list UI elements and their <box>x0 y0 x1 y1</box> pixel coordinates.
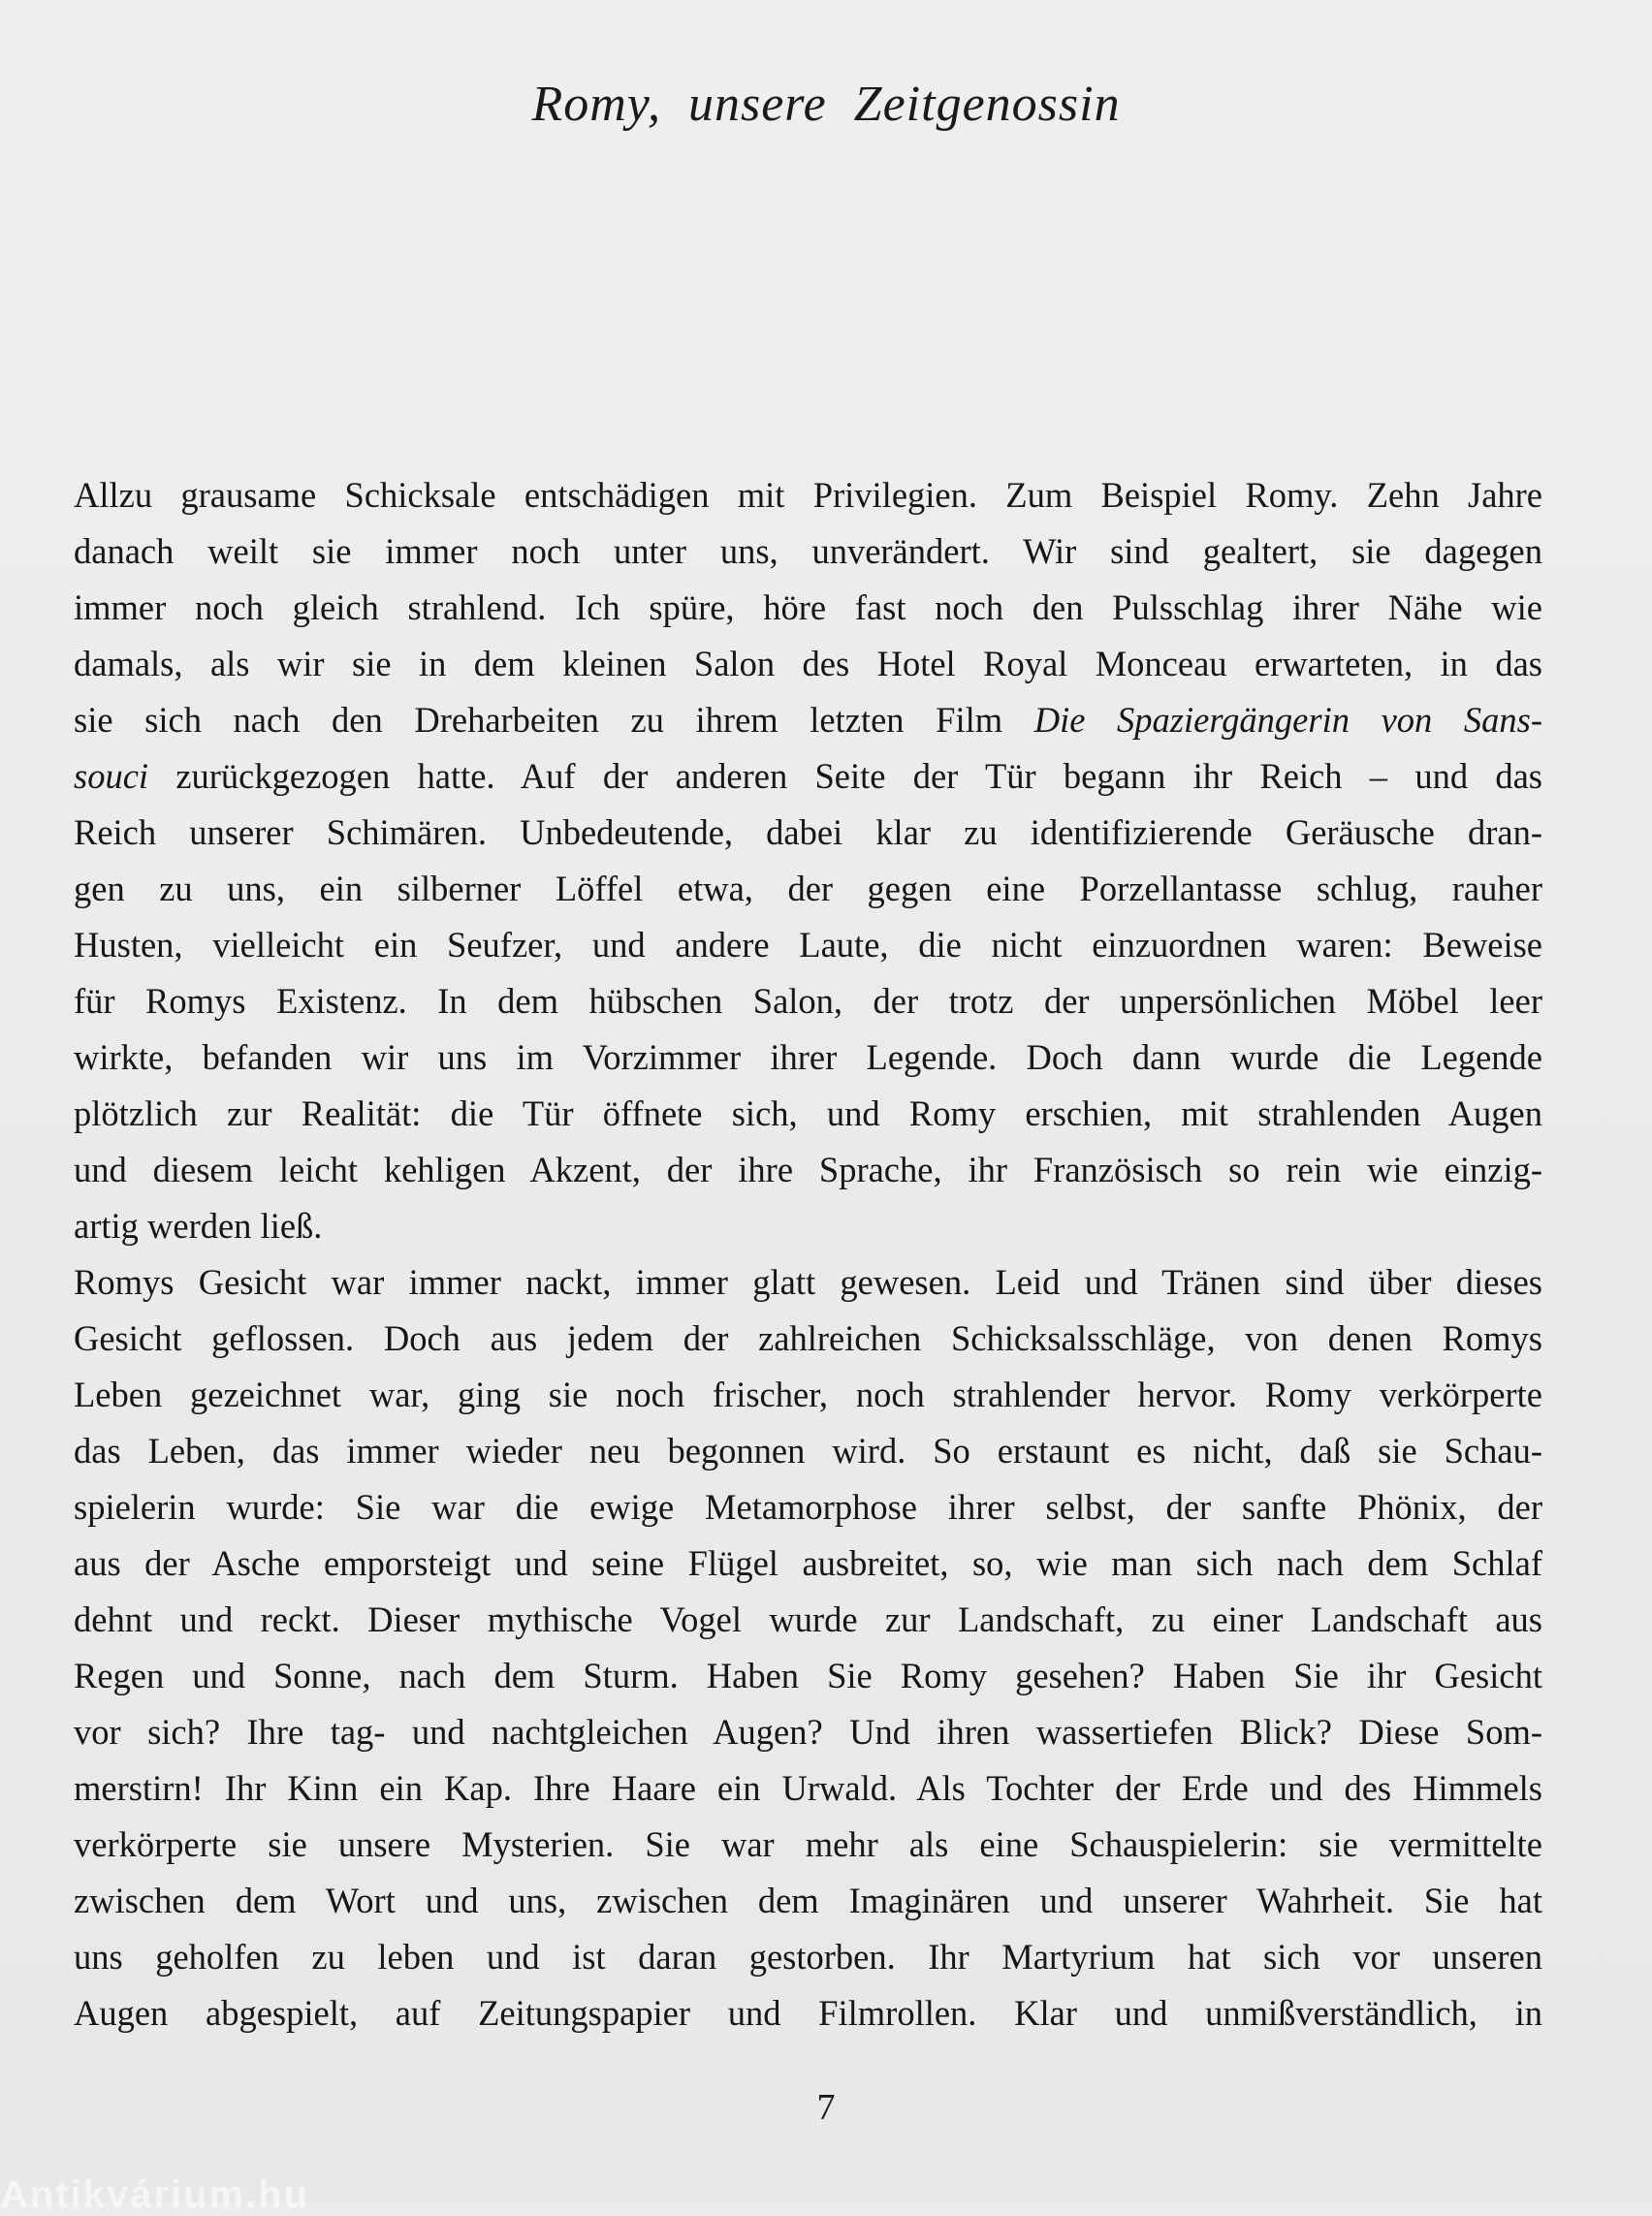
text-line <box>74 1423 1542 1479</box>
text-line <box>74 580 1542 636</box>
italic-text-segment: souci <box>74 756 149 796</box>
text-segment: Leben gezeichnet war, ging sie noch frischer, noch strahlender hervor. Romy verkörperte <box>74 1375 1542 1414</box>
body-text <box>74 467 1542 2042</box>
text-line <box>74 1142 1542 1198</box>
text-segment: damals, als wir sie in dem kleinen Salon des Hotel Royal Monceau erwarteten, in das <box>74 644 1542 683</box>
text-line <box>74 805 1542 861</box>
page-number: 7 <box>816 2087 836 2128</box>
text-line <box>74 467 1542 523</box>
text-line <box>74 1760 1542 1817</box>
text-segment: verkörperte sie unsere Mysterien. Sie war mehr als eine Schauspielerin: sie vermittelte <box>74 1824 1542 1864</box>
text-segment: Gesicht geflossen. Doch aus jedem der zahlreichen Schicksalsschläge, von denen Romys <box>74 1318 1542 1358</box>
text-line <box>74 1311 1542 1367</box>
text-line <box>74 1929 1542 1985</box>
text-line <box>74 1535 1542 1592</box>
text-segment: gen zu uns, ein silberner Löffel etwa, der gegen eine Porzellantasse schlug, rauher <box>74 869 1542 908</box>
text-segment: plötzlich zur Realität: die Tür öffnete sich, und Romy erschien, mit strahlenden Augen <box>74 1093 1542 1133</box>
page-title: Romy, unsere Zeitgenossin <box>531 77 1121 132</box>
text-line <box>74 636 1542 692</box>
text-segment: Romys Gesicht war immer nackt, immer glatt gewesen. Leid und Tränen sind über dieses <box>74 1262 1542 1302</box>
text-segment: vor sich? Ihre tag- und nachtgleichen Augen? Und ihren wassertiefen Blick? Diese Som- <box>74 1712 1542 1752</box>
text-segment: danach weilt sie immer noch unter uns, unverändert. Wir sind gealtert, sie dagegen <box>74 531 1542 571</box>
text-line <box>74 1086 1542 1142</box>
text-line <box>74 1479 1542 1535</box>
text-segment: sie sich nach den Dreharbeiten zu ihrem letzten Film <box>74 700 1034 740</box>
text-line <box>74 1985 1542 2042</box>
text-line <box>74 1367 1542 1423</box>
text-segment: und diesem leicht kehligen Akzent, der ihre Sprache, ihr Französisch so rein wie einzig- <box>74 1150 1542 1189</box>
text-segment: Reich unserer Schimären. Unbedeutende, dabei klar zu identifizierende Geräusche dran- <box>74 812 1542 852</box>
text-line <box>74 523 1542 580</box>
text-segment: Regen und Sonne, nach dem Sturm. Haben Sie Romy gesehen? Haben Sie ihr Gesicht <box>74 1656 1542 1695</box>
text-line <box>74 917 1542 973</box>
watermark-text: Antikvárium.hu <box>0 2173 310 2216</box>
text-line <box>74 748 1542 805</box>
text-line <box>74 973 1542 1029</box>
text-line <box>74 861 1542 917</box>
text-segment: Husten, vielleicht ein Seufzer, und andere Laute, die nicht einzuordnen waren: Beweise <box>74 925 1542 965</box>
text-line <box>74 1873 1542 1929</box>
text-segment: immer noch gleich strahlend. Ich spüre, höre fast noch den Pulsschlag ihrer Nähe wie <box>74 587 1542 627</box>
text-segment: zurückgezogen hatte. Auf der anderen Seite der Tür begann ihr Reich – und das <box>148 756 1542 796</box>
text-line <box>74 1648 1542 1704</box>
text-line <box>74 1704 1542 1760</box>
text-segment: uns geholfen zu leben und ist daran gestorben. Ihr Martyrium hat sich vor unseren <box>74 1937 1542 1977</box>
text-segment: aus der Asche emporsteigt und seine Flügel ausbreitet, so, wie man sich nach dem Schlaf <box>74 1543 1542 1583</box>
text-segment: das Leben, das immer wieder neu begonnen wird. So erstaunt es nicht, daß sie Schau- <box>74 1431 1542 1471</box>
text-segment: merstirn! Ihr Kinn ein Kap. Ihre Haare ein Urwald. Als Tochter der Erde und des Himmels <box>74 1768 1542 1808</box>
text-line <box>74 1254 1542 1311</box>
text-line <box>74 692 1542 748</box>
text-line <box>74 1029 1542 1086</box>
text-line <box>74 1817 1542 1873</box>
italic-text-segment: Die Spaziergängerin von Sans- <box>1033 700 1542 740</box>
text-line <box>74 1198 1542 1254</box>
text-segment: wirkte, befanden wir uns im Vorzimmer ihrer Legende. Doch dann wurde die Legende <box>74 1037 1542 1077</box>
text-segment: Augen abgespielt, auf Zeitungspapier und Filmrollen. Klar und unmißverständlich, in <box>74 1993 1542 2033</box>
text-line <box>74 1592 1542 1648</box>
text-segment: dehnt und reckt. Dieser mythische Vogel wurde zur Landschaft, zu einer Landschaft aus <box>74 1599 1542 1639</box>
text-segment: für Romys Existenz. In dem hübschen Salon, der trotz der unpersönlichen Möbel leer <box>74 981 1542 1021</box>
text-segment: spielerin wurde: Sie war die ewige Metamorphose ihrer selbst, der sanfte Phönix, der <box>74 1487 1542 1527</box>
text-segment: Allzu grausame Schicksale entschädigen mit Privilegien. Zum Beispiel Romy. Zehn Jahre <box>74 475 1542 515</box>
text-segment: zwischen dem Wort und uns, zwischen dem Imaginären und unserer Wahrheit. Sie hat <box>74 1881 1542 1920</box>
text-segment: artig werden ließ. <box>74 1206 323 1246</box>
